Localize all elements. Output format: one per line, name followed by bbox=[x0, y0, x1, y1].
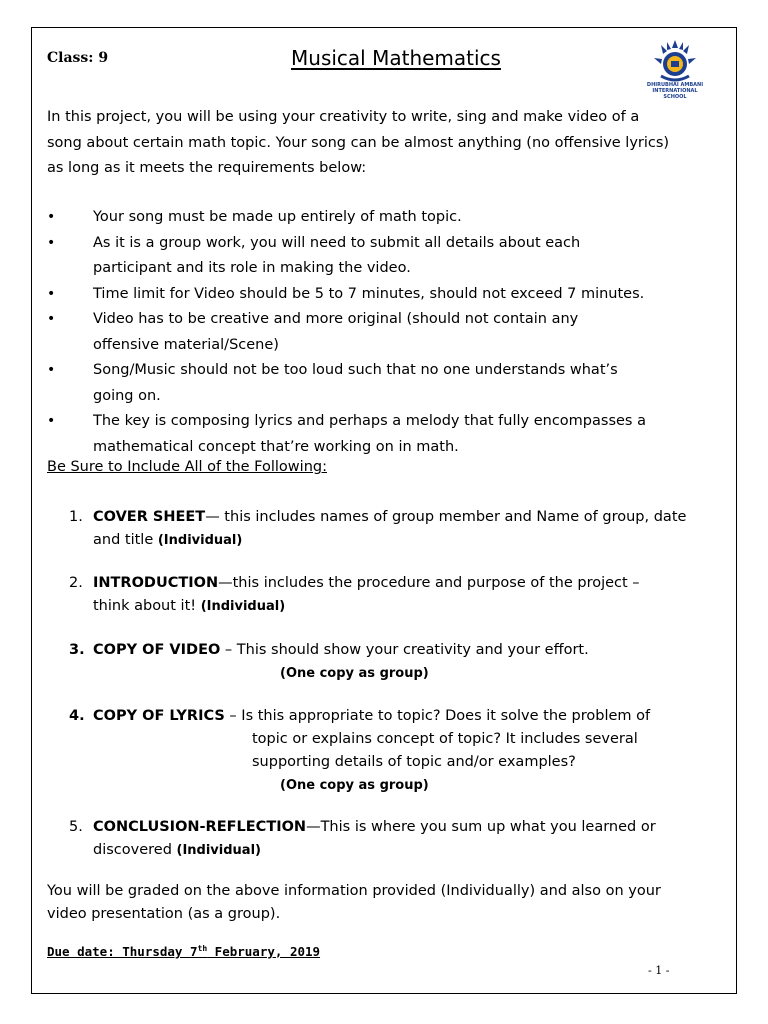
include-heading: Be Sure to Include All of the Following: bbox=[47, 459, 327, 475]
page-number: - 1 - bbox=[648, 964, 670, 977]
school-logo-text: DHIRUBHAI AMBANI INTERNATIONAL SCHOOL bbox=[646, 82, 704, 100]
grading-note: You will be graded on the above information provided (Individually) and also on your video presentation (as a group). bbox=[47, 883, 661, 922]
intro-paragraph: In this project, you will be using your creativity to write, sing and make video of a song about certain math topic. Your song can be almost anything (no offensive lyrics) as long as it meets the requirements below: bbox=[47, 109, 670, 176]
bullet-icon: • bbox=[47, 209, 56, 225]
list-item: • The key is composing lyrics and perhaps a melody that fully encompasses a mathematical concept that’re working on in math. bbox=[47, 409, 727, 460]
checklist-item-copy-of-video: 3. COPY OF VIDEO – This should show your creativity and your effort. (One copy as group) bbox=[69, 642, 589, 681]
checklist-item-introduction: 2. INTRODUCTION—this includes the procedure and purpose of the project – think about it! (Individual) bbox=[69, 575, 640, 614]
checklist-item-conclusion-reflection: 5. CONCLUSION-REFLECTION—This is where you sum up what you learned or discovered (Individual) bbox=[69, 819, 656, 858]
class-label: Class: 9 bbox=[47, 50, 109, 66]
bullet-icon: • bbox=[47, 234, 56, 251]
bullet-icon: • bbox=[47, 285, 56, 302]
list-item: • Your song must be made up entirely of math topic. bbox=[47, 205, 727, 231]
list-item: • Time limit for Video should be 5 to 7 minutes, should not exceed 7 minutes. bbox=[47, 282, 727, 308]
bullet-icon: • bbox=[47, 413, 56, 429]
requirements-list bbox=[47, 205, 727, 460]
bullet-icon: • bbox=[47, 362, 56, 378]
page-title: Musical Mathematics bbox=[291, 46, 501, 70]
bullet-icon: • bbox=[47, 311, 56, 327]
list-item: • Song/Music should not be too loud such that no one understands what’s going on. bbox=[47, 358, 727, 409]
due-date: Due date: Thursday 7th February, 2019 bbox=[47, 944, 321, 960]
list-item: • Video has to be creative and more original (should not contain any offensive material/Scene) bbox=[47, 307, 727, 358]
list-item: • As it is a group work, you will need to submit all details about each participant and its role in making the video. bbox=[47, 231, 727, 282]
checklist-item-cover-sheet: 1. COVER SHEET— this includes names of group member and Name of group, date and title (Individual) bbox=[69, 509, 687, 548]
checklist-item-copy-of-lyrics: 4. COPY OF LYRICS – Is this appropriate to topic? Does it solve the problem of topic or explains concept of topic? It includes several supporting details of topic and/or examples? (One copy as group) bbox=[69, 708, 651, 793]
